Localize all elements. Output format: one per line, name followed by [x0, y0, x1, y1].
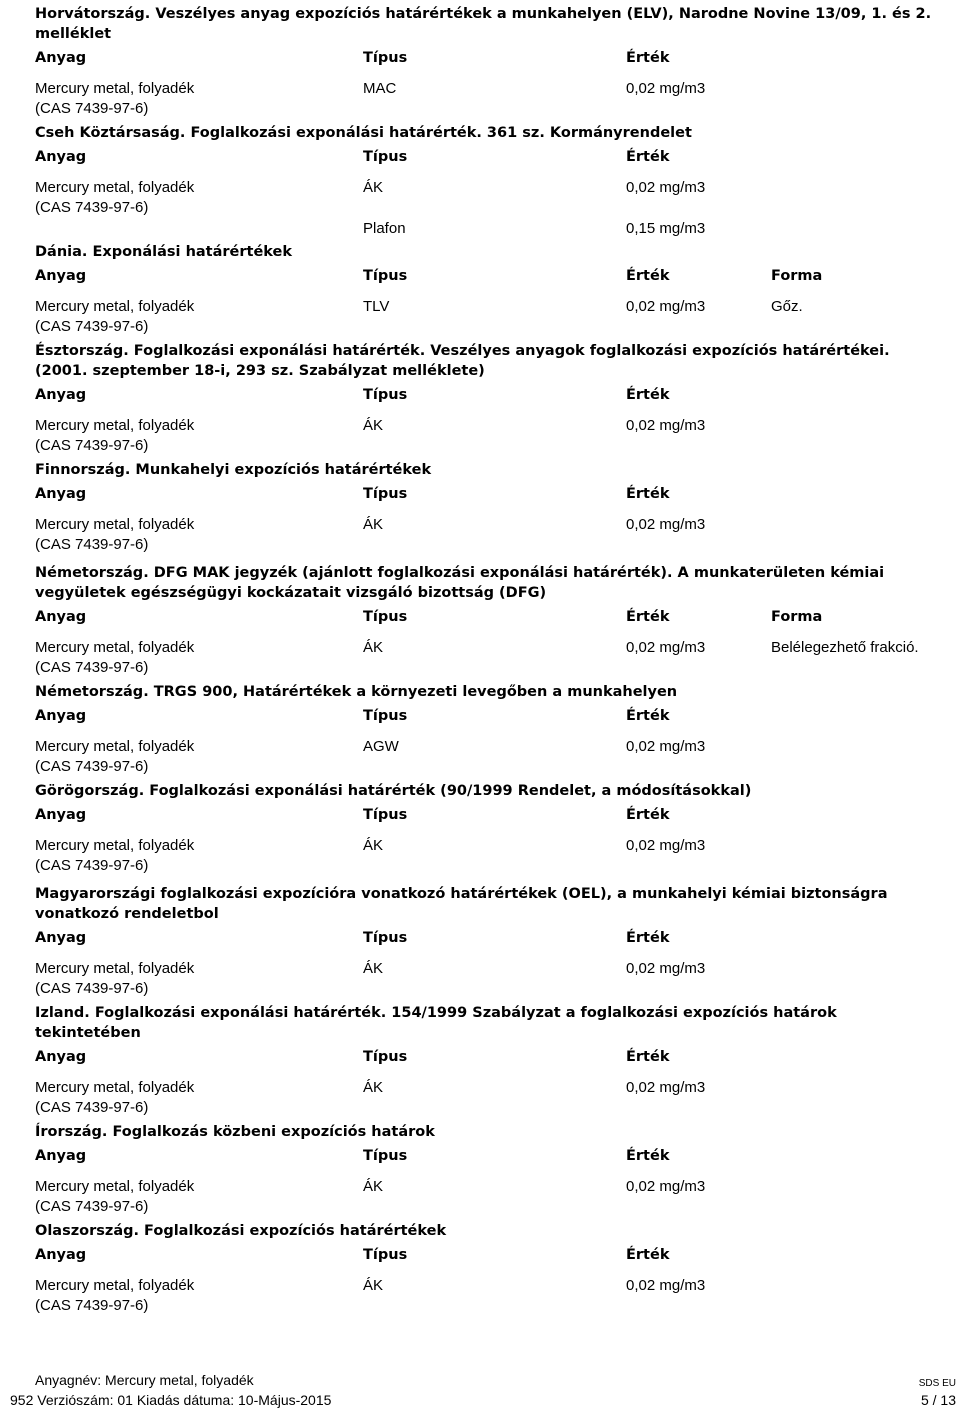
- footer-product-name: Anyagnév: Mercury metal, folyadék: [35, 1372, 254, 1388]
- table-header: [35, 266, 940, 286]
- regulation-section: [35, 781, 940, 877]
- column-header: Anyag: [35, 930, 87, 946]
- limit-type: ÁK: [363, 960, 384, 977]
- limit-value: 0,02 mg/m3: [626, 298, 706, 315]
- table-row: [35, 1078, 940, 1119]
- limit-type: Plafon: [363, 220, 406, 237]
- regulation-section: [35, 460, 940, 556]
- regulation-section: [35, 341, 940, 457]
- substance-name: Mercury metal, folyadék: [35, 417, 195, 434]
- column-header: Anyag: [35, 807, 87, 823]
- footer-page-number: 5 / 13: [920, 1392, 956, 1408]
- column-header: Érték: [626, 387, 670, 403]
- table-row: [35, 959, 940, 1000]
- limit-type: ÁK: [363, 1079, 384, 1096]
- column-header: Típus: [363, 50, 408, 66]
- column-header: Anyag: [35, 387, 87, 403]
- column-header: Anyag: [35, 268, 87, 284]
- table-header: [35, 385, 940, 405]
- regulation-section: [35, 682, 940, 778]
- table-row: [35, 1177, 940, 1218]
- column-header: Anyag: [35, 1148, 87, 1164]
- table-header: [35, 484, 940, 504]
- column-header: Anyag: [35, 609, 87, 625]
- table-row: [35, 416, 940, 457]
- column-header: Típus: [363, 930, 408, 946]
- substance-name: Mercury metal, folyadék: [35, 1079, 195, 1096]
- table-row: [35, 1276, 940, 1317]
- limit-value: 0,02 mg/m3: [626, 738, 706, 755]
- cas-number: (CAS 7439-97-6): [35, 1297, 149, 1314]
- section-title: Észtország. Foglalkozási exponálási határérték. Veszélyes anyagok foglalkozási expozíciós határértékei. (2001. szeptember 18-i, 293 sz. Szabályzat melléklete): [35, 343, 890, 379]
- regulation-section: [35, 123, 940, 239]
- column-header: Anyag: [35, 486, 87, 502]
- substance-name: Mercury metal, folyadék: [35, 960, 195, 977]
- column-header: Érték: [626, 268, 670, 284]
- substance-name: Mercury metal, folyadék: [35, 179, 195, 196]
- limit-value: 0,02 mg/m3: [626, 417, 706, 434]
- regulation-section: [35, 4, 940, 120]
- regulation-section: [35, 242, 940, 338]
- substance-name: Mercury metal, folyadék: [35, 1178, 195, 1195]
- cas-number: (CAS 7439-97-6): [35, 199, 149, 216]
- table-row: [35, 178, 940, 219]
- column-header: Típus: [363, 149, 408, 165]
- column-header: Érték: [626, 1049, 670, 1065]
- section-title: Magyarországi foglalkozási expozícióra vonatkozó határértékek (OEL), a munkahelyi kémiai biztonságra vonatkozó rendeletbol: [35, 886, 888, 922]
- limit-value: 0,02 mg/m3: [626, 179, 706, 196]
- table-header: [35, 1245, 940, 1265]
- limit-value: 0,15 mg/m3: [626, 220, 706, 237]
- cas-number: (CAS 7439-97-6): [35, 1099, 149, 1116]
- limit-type: ÁK: [363, 639, 384, 656]
- section-title: Izland. Foglalkozási exponálási határérték. 154/1999 Szabályzat a foglalkozási expozíciós határok tekintetében: [35, 1005, 837, 1041]
- section-title: Németország. DFG MAK jegyzék (ajánlott foglalkozási exponálási határérték). A munkaterületen kémiai vegyületek egészségügyi kockázatait vizsgáló bizottság (DFG): [35, 565, 885, 601]
- limit-form: Gőz.: [771, 298, 803, 315]
- table-header: [35, 607, 940, 627]
- limit-type: ÁK: [363, 417, 384, 434]
- regulation-section: [35, 563, 940, 679]
- substance-name: Mercury metal, folyadék: [35, 639, 195, 656]
- column-header: Típus: [363, 807, 408, 823]
- column-header: Típus: [363, 609, 408, 625]
- cas-number: (CAS 7439-97-6): [35, 980, 149, 997]
- limit-type: MAC: [363, 80, 397, 97]
- cas-number: (CAS 7439-97-6): [35, 318, 149, 335]
- limit-value: 0,02 mg/m3: [626, 516, 706, 533]
- table-header: [35, 147, 940, 167]
- section-title: Olaszország. Foglalkozási expozíciós határértékek: [35, 1223, 447, 1239]
- column-header: Érték: [626, 1148, 670, 1164]
- footer-sds-label: SDS EU: [918, 1378, 956, 1389]
- column-header: Érték: [626, 149, 670, 165]
- limit-value: 0,02 mg/m3: [626, 837, 706, 854]
- column-header: Forma: [771, 609, 823, 625]
- regulation-section: [35, 1122, 940, 1218]
- column-header: Érték: [626, 486, 670, 502]
- column-header: Típus: [363, 268, 408, 284]
- footer-document-meta: 952 Verziószám: 01 Kiadás dátuma: 10-Május-2015: [10, 1392, 332, 1408]
- column-header: Típus: [363, 1247, 408, 1263]
- table-header: [35, 48, 940, 68]
- column-header: Anyag: [35, 1247, 87, 1263]
- column-header: Típus: [363, 387, 408, 403]
- table-header: [35, 928, 940, 948]
- table-header: [35, 805, 940, 825]
- section-title: Horvátország. Veszélyes anyag expozíciós határértékek a munkahelyen (ELV), Narodne Novine 13/09, 1. és 2. melléklet: [35, 6, 932, 42]
- table-row: [35, 515, 940, 556]
- section-title: Dánia. Exponálási határértékek: [35, 244, 293, 260]
- table-row: [35, 79, 940, 120]
- limit-value: 0,02 mg/m3: [626, 1178, 706, 1195]
- regulation-section: [35, 884, 940, 1000]
- limit-value: 0,02 mg/m3: [626, 1277, 706, 1294]
- table-header: [35, 1146, 940, 1166]
- substance-name: Mercury metal, folyadék: [35, 837, 195, 854]
- document: [35, 0, 940, 1317]
- table-header: [35, 1047, 940, 1067]
- table-header: [35, 706, 940, 726]
- cas-number: (CAS 7439-97-6): [35, 758, 149, 775]
- limit-type: ÁK: [363, 837, 384, 854]
- limit-type: ÁK: [363, 516, 384, 533]
- substance-name: Mercury metal, folyadék: [35, 1277, 195, 1294]
- substance-name: Mercury metal, folyadék: [35, 516, 195, 533]
- regulation-section: [35, 1003, 940, 1119]
- substance-name: Mercury metal, folyadék: [35, 298, 195, 315]
- limit-value: 0,02 mg/m3: [626, 639, 706, 656]
- section-title: Cseh Köztársaság. Foglalkozási exponálási határérték. 361 sz. Kormányrendelet: [35, 125, 692, 141]
- column-header: Érték: [626, 50, 670, 66]
- column-header: Anyag: [35, 708, 87, 724]
- limit-type: AGW: [363, 738, 399, 755]
- section-title: Írország. Foglalkozás közbeni expozíciós határok: [35, 1124, 435, 1140]
- column-header: Anyag: [35, 1049, 87, 1065]
- column-header: Típus: [363, 486, 408, 502]
- limit-type: TLV: [363, 298, 390, 315]
- column-header: Érték: [626, 609, 670, 625]
- table-row: [35, 737, 940, 778]
- table-row: [35, 638, 940, 679]
- limit-type: ÁK: [363, 1178, 384, 1195]
- cas-number: (CAS 7439-97-6): [35, 437, 149, 454]
- cas-number: (CAS 7439-97-6): [35, 659, 149, 676]
- page-footer: [0, 1368, 960, 1411]
- column-header: Forma: [771, 268, 823, 284]
- section-title: Németország. TRGS 900, Határértékek a környezeti levegőben a munkahelyen: [35, 684, 678, 700]
- substance-name: Mercury metal, folyadék: [35, 80, 195, 97]
- limit-type: ÁK: [363, 1277, 384, 1294]
- column-header: Érték: [626, 708, 670, 724]
- cas-number: (CAS 7439-97-6): [35, 100, 149, 117]
- limit-value: 0,02 mg/m3: [626, 960, 706, 977]
- column-header: Anyag: [35, 149, 87, 165]
- column-header: Érték: [626, 1247, 670, 1263]
- cas-number: (CAS 7439-97-6): [35, 536, 149, 553]
- substance-name: Mercury metal, folyadék: [35, 738, 195, 755]
- table-row: [35, 297, 940, 338]
- regulation-section: [35, 1221, 940, 1317]
- column-header: Érték: [626, 930, 670, 946]
- limit-type: ÁK: [363, 179, 384, 196]
- column-header: Típus: [363, 708, 408, 724]
- limit-form: Belélegezhető frakció.: [771, 639, 919, 656]
- limit-value: 0,02 mg/m3: [626, 1079, 706, 1096]
- cas-number: (CAS 7439-97-6): [35, 1198, 149, 1215]
- limit-value: 0,02 mg/m3: [626, 80, 706, 97]
- cas-number: (CAS 7439-97-6): [35, 857, 149, 874]
- section-title: Finnország. Munkahelyi expozíciós határértékek: [35, 462, 432, 478]
- column-header: Érték: [626, 807, 670, 823]
- table-row: [35, 219, 940, 239]
- section-title: Görögország. Foglalkozási exponálási határérték (90/1999 Rendelet, a módosításokkal): [35, 783, 752, 799]
- column-header: Típus: [363, 1049, 408, 1065]
- table-row: [35, 836, 940, 877]
- column-header: Típus: [363, 1148, 408, 1164]
- column-header: Anyag: [35, 50, 87, 66]
